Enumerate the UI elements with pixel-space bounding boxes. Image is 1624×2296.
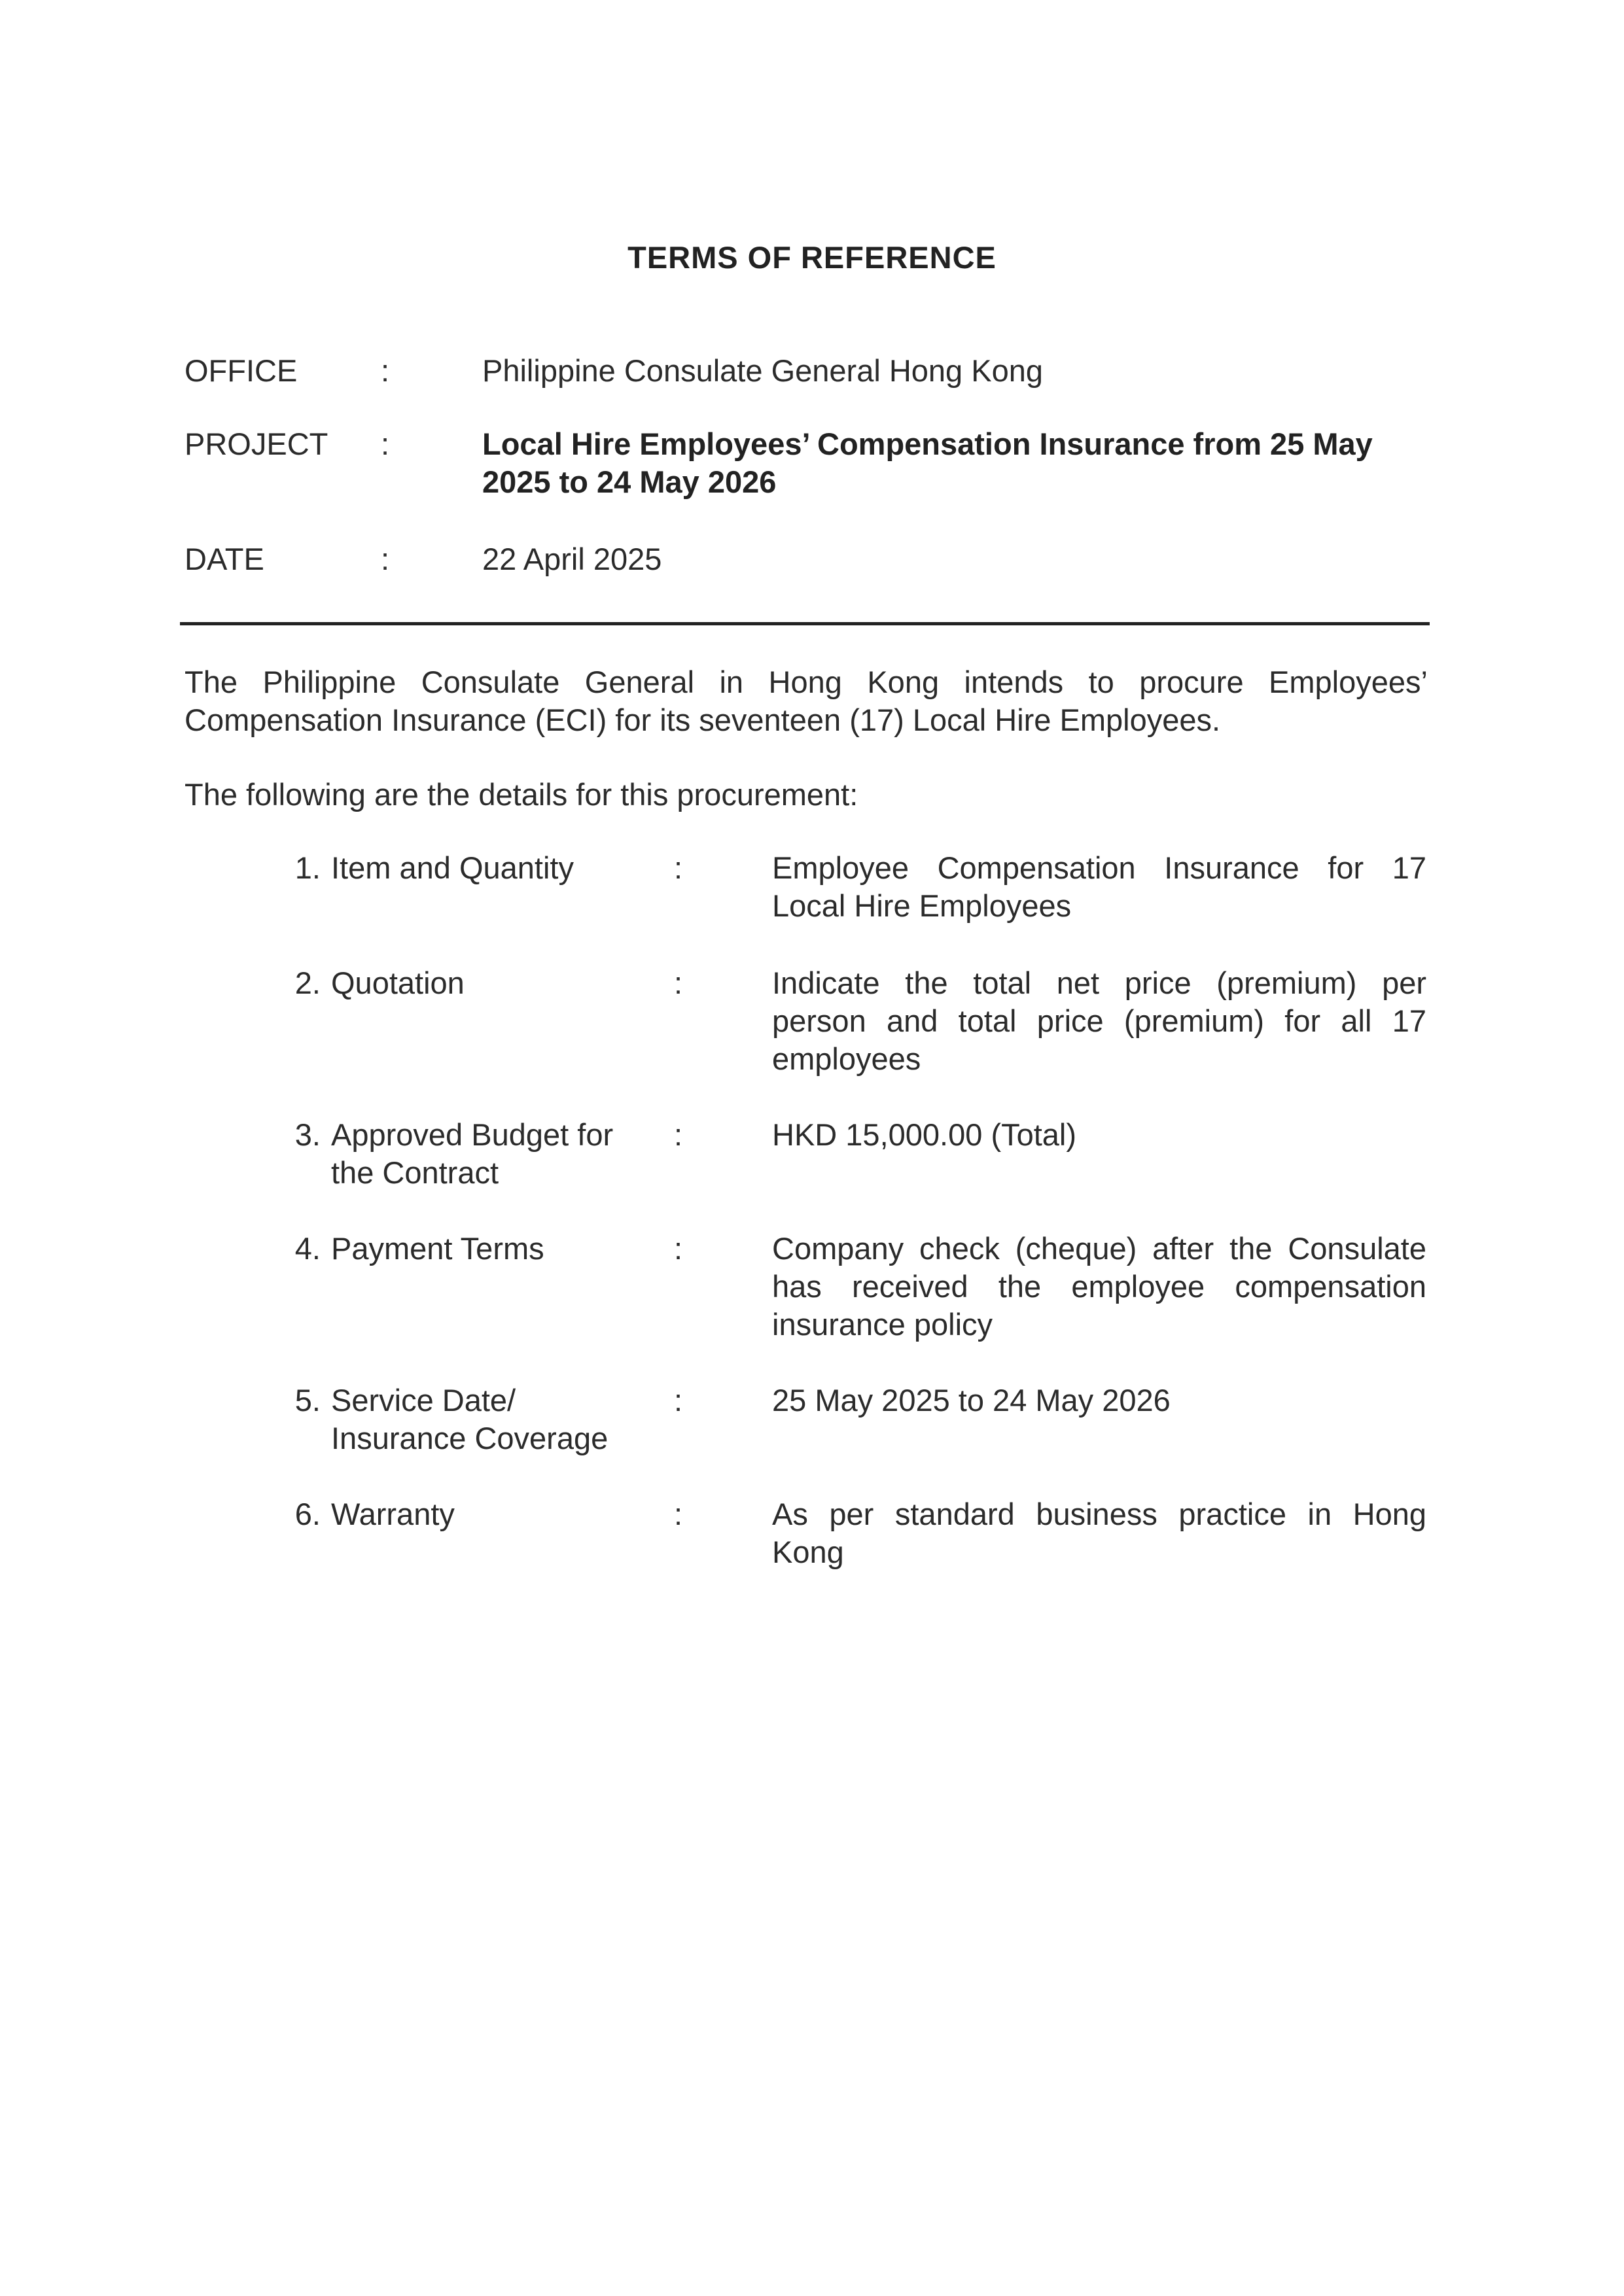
project-label: PROJECT [185, 426, 328, 461]
item-value: Employee Compensation Insurance for 17 Local Hire Employees [772, 850, 1426, 923]
item-colon: : [674, 1231, 683, 1266]
item-label: Payment Terms [331, 1231, 544, 1266]
office-colon: : [381, 353, 390, 388]
project-value: Local Hire Employees’ Compensation Insurance from 25 May 2025 to 24 May 2026 [482, 426, 1373, 499]
item-label: Service Date/ Insurance Coverage [331, 1383, 609, 1455]
item-label: Item and Quantity [331, 850, 574, 885]
item-value: Indicate the total net price (premium) per person and total price (premium) for all 17 employees [772, 965, 1426, 1076]
item-number: 6. [294, 1497, 321, 1531]
office-label: OFFICE [185, 353, 298, 388]
item-colon: : [674, 1383, 683, 1418]
details-lead: The following are the details for this procurement: [185, 777, 858, 812]
document-title: TERMS OF REFERENCE [627, 240, 997, 275]
item-number: 5. [294, 1383, 321, 1418]
item-number: 4. [294, 1231, 321, 1266]
item-colon: : [674, 850, 683, 885]
item-colon: : [674, 1117, 683, 1152]
header-divider [180, 622, 1430, 625]
item-number: 1. [294, 850, 321, 885]
item-colon: : [674, 965, 683, 1000]
item-label: Quotation [331, 965, 465, 1000]
date-label: DATE [185, 542, 264, 576]
item-value: HKD 15,000.00 (Total) [772, 1117, 1077, 1152]
intro-paragraph: The Philippine Consulate General in Hong Kong intends to procure Employees’ Compensation Insurance (ECI) for its seventeen (17) Local Hire Employees. [185, 665, 1428, 737]
office-value: Philippine Consulate General Hong Kong [482, 353, 1044, 388]
item-label: Approved Budget for the Contract [331, 1117, 614, 1190]
date-value: 22 April 2025 [482, 542, 662, 576]
project-colon: : [381, 426, 390, 461]
item-number: 2. [294, 965, 321, 1000]
date-colon: : [381, 542, 390, 576]
item-value: Company check (cheque) after the Consulate has received the employee compensation insurance policy [772, 1231, 1426, 1342]
item-label: Warranty [331, 1497, 455, 1531]
item-colon: : [674, 1497, 683, 1531]
item-value: As per standard business practice in Hong Kong [772, 1497, 1426, 1569]
item-value: 25 May 2025 to 24 May 2026 [772, 1383, 1171, 1418]
item-number: 3. [294, 1117, 321, 1152]
